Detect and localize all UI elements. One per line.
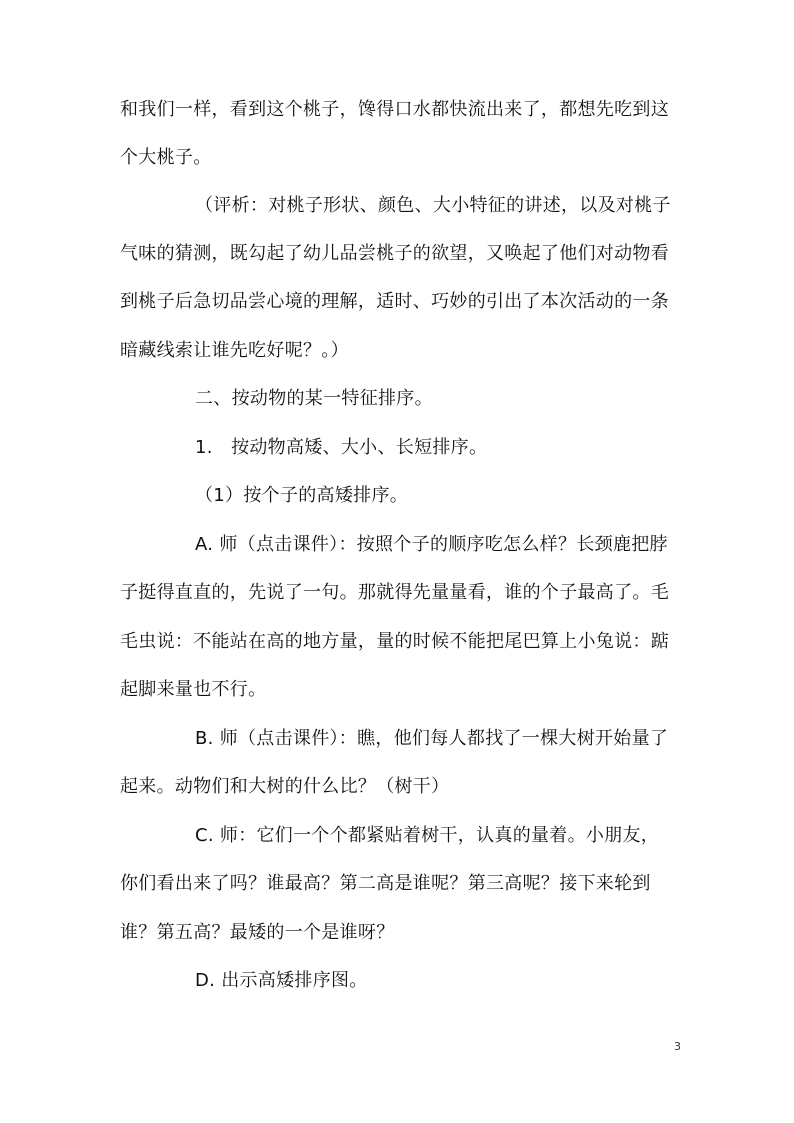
text-line: 子挺得直直的，先说了一句。那就得先量量看，谁的个子最高了。毛 [120, 582, 669, 603]
text-line: 暗藏线索让谁先吃好呢？。） [120, 340, 349, 361]
text-line: B. 师（点击课件）：瞧，他们每人都找了一棵大树开始量了 [195, 728, 669, 749]
text-line: 和我们一样，看到这个桃子，馋得口水都快流出来了，都想先吃到这 [120, 99, 669, 120]
page-number: 3 [674, 1040, 681, 1053]
text-line: D. 出示高矮排序图。 [195, 970, 368, 991]
text-line: 毛虫说：不能站在高的地方量，量的时候不能把尾巴算上小兔说：踮 [120, 631, 669, 652]
text-line: 谁？第五高？最矮的一个是谁呀？ [120, 922, 395, 943]
text-line: C. 师：它们一个个都紧贴着树干，认真的量着。小朋友， [195, 825, 660, 846]
text-line: 个大桃子。 [120, 147, 212, 168]
text-line: 到桃子后急切品尝心境的理解，适时、巧妙的引出了本次活动的一条 [120, 291, 669, 312]
text-line: 你们看出来了吗？谁最高？第二高是谁呢？第三高呢？接下来轮到 [120, 873, 651, 894]
subsection-heading: （1）按个子的高矮排序。 [195, 485, 409, 506]
subsection-heading: 1. 按动物高矮、大小、长短排序。 [195, 437, 488, 458]
text-line: 起脚来量也不行。 [120, 679, 267, 700]
section-heading: 二、按动物的某一特征排序。 [195, 388, 433, 409]
text-line: 气味的猜测，既勾起了幼儿品尝桃子的欲望，又唤起了他们对动物看 [120, 243, 669, 264]
text-line: A. 师（点击课件）：按照个子的顺序吃怎么样？长颈鹿把脖 [195, 534, 668, 555]
text-line: （评析：对桃子形状、颜色、大小特征的讲述，以及对桃子 [195, 195, 671, 216]
text-line: 起来。动物们和大树的什么比？（树干） [120, 776, 450, 797]
